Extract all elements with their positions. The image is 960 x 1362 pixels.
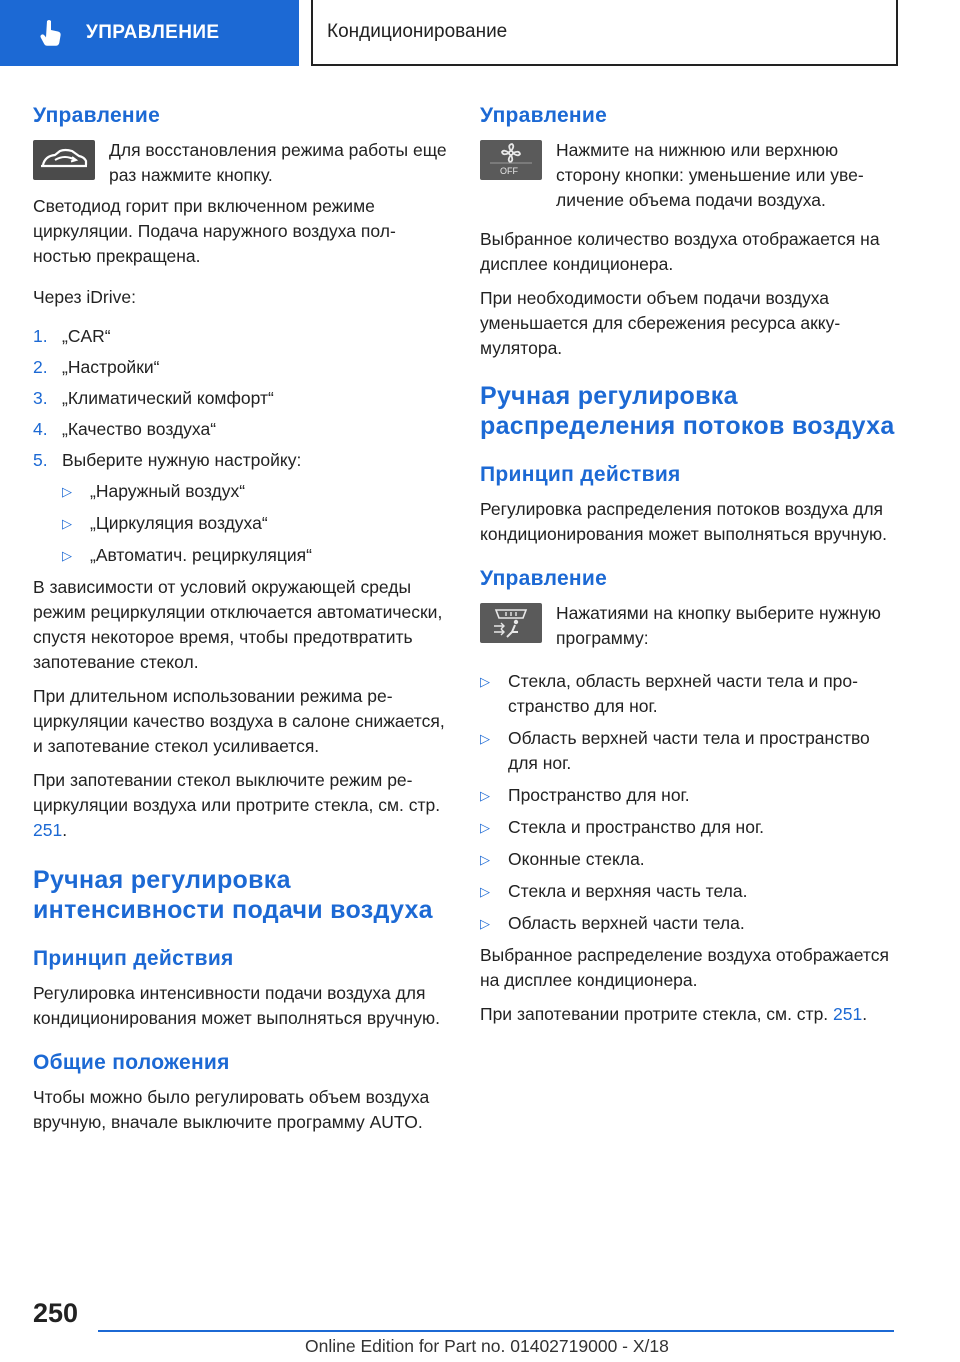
option-text: „Циркуляция воздуха“ xyxy=(90,513,268,533)
distribution-instruction: Нажатиями на кнопку выберите нужную программу: xyxy=(556,603,881,648)
fan-button-row xyxy=(480,138,895,213)
step-number: 4. xyxy=(33,419,48,439)
paragraph: Регулировка интенсивности подачи воздуха для кондиционирования может выполняться вручную. xyxy=(33,983,440,1028)
program-text: Пространство для ног. xyxy=(508,785,690,805)
option-text: „Наружный воздух“ xyxy=(90,481,246,501)
list-item xyxy=(33,355,448,380)
triangle-bullet-icon: ▷ xyxy=(480,788,490,803)
paragraph: При запотевании стекол выключите режим рециркуляции воздуха или протрите стекла, см. стр. 251. xyxy=(33,770,441,840)
list-item xyxy=(33,324,448,349)
right-column xyxy=(480,104,895,1036)
paragraph: При длительном использовании режима рециркуляции качество воздуха в салоне снижается, и запотевание стекол усиливается. xyxy=(33,686,445,756)
chapter-title: Кондиционирование xyxy=(327,21,508,42)
step-number: 2. xyxy=(33,357,48,377)
list-item xyxy=(480,911,895,936)
option-text: „Автоматич. рециркуляция“ xyxy=(90,545,312,565)
page-reference-link[interactable]: 251 xyxy=(33,820,63,840)
heading-manual-distribution: Ручная регулировка распределения потоков воздуха xyxy=(480,382,895,440)
paragraph-text: При запотевании протрите стекла, см. стр. xyxy=(480,1004,829,1024)
setting-options xyxy=(33,479,448,568)
distribution-button-row xyxy=(480,601,895,651)
triangle-bullet-icon: ▷ xyxy=(480,884,490,899)
fan-off-label: OFF xyxy=(500,166,518,176)
triangle-bullet-icon: ▷ xyxy=(62,516,72,531)
step-text: „Настройки“ xyxy=(62,357,160,377)
heading-manual-intensity: Ручная регулировка интенсивности подачи воздуха xyxy=(33,866,433,924)
chapter-header xyxy=(311,0,898,66)
triangle-bullet-icon: ▷ xyxy=(480,674,490,689)
footer-divider xyxy=(98,1330,894,1332)
page-number: 250 xyxy=(33,1298,79,1328)
paragraph: Через iDrive: xyxy=(33,287,136,307)
triangle-bullet-icon: ▷ xyxy=(480,916,490,931)
idrive-steps xyxy=(33,324,448,473)
step-text: Выберите нужную настройку: xyxy=(62,450,302,470)
step-number: 1. xyxy=(33,326,48,346)
paragraph: Светодиод горит при включенном режиме циркуляции. Подача наружного воздуха полностью прекращена. xyxy=(33,196,396,266)
program-text: Стекла, область верхней части тела и пространство для ног. xyxy=(508,671,858,716)
list-item xyxy=(33,479,448,504)
program-text: Оконные стекла. xyxy=(508,849,645,869)
recirculation-button-row xyxy=(33,138,448,188)
section-title: УПРАВЛЕНИЕ xyxy=(86,22,220,43)
fan-speed-button-icon xyxy=(480,140,542,180)
heading-control: Управление xyxy=(33,104,161,127)
paragraph: Выбранное количество воздуха отображается на дисплее кондиционера. xyxy=(480,229,880,274)
list-item xyxy=(33,448,448,473)
heading-general: Общие положения xyxy=(33,1051,230,1074)
heading-principle: Принцип действия xyxy=(33,947,234,970)
step-text: „Качество воздуха“ xyxy=(62,419,217,439)
paragraph: При запотевании протрите стекла, см. стр. 251. xyxy=(480,1004,868,1024)
page-reference-link[interactable]: 251 xyxy=(833,1004,863,1024)
step-number: 3. xyxy=(33,388,48,408)
list-item xyxy=(480,726,895,776)
heading-principle: Принцип действия xyxy=(480,463,681,486)
hand-pointer-icon xyxy=(40,19,64,47)
recirculation-instruction: Для восстановления режима работы еще раз нажмите кнопку. xyxy=(109,140,447,185)
paragraph: При необходимости объем подачи воздуха уменьшается для сбережения ресурса аккумулятора. xyxy=(480,288,841,358)
air-distribution-button-icon xyxy=(480,603,542,643)
list-item xyxy=(480,847,895,872)
step-text: „CAR“ xyxy=(62,326,111,346)
triangle-bullet-icon: ▷ xyxy=(480,820,490,835)
list-item xyxy=(480,879,895,904)
triangle-bullet-icon: ▷ xyxy=(62,484,72,499)
program-text: Область верхней части тела. xyxy=(508,913,745,933)
list-item xyxy=(480,783,895,808)
paragraph: Регулировка распределения потоков воздуха для кондиционирования может выполняться вручную. xyxy=(480,499,887,544)
step-text: „Климатический комфорт“ xyxy=(62,388,274,408)
list-item xyxy=(480,669,895,719)
paragraph: Выбранное распределение воздуха отображается на дисплее кондиционера. xyxy=(480,945,889,990)
list-item xyxy=(33,417,448,442)
step-number: 5. xyxy=(33,450,48,470)
triangle-bullet-icon: ▷ xyxy=(480,731,490,746)
list-item xyxy=(480,815,895,840)
recirculation-button-icon xyxy=(33,140,95,180)
list-item xyxy=(33,543,448,568)
triangle-bullet-icon: ▷ xyxy=(62,548,72,563)
heading-control: Управление xyxy=(480,104,608,127)
section-tab xyxy=(0,0,299,66)
triangle-bullet-icon: ▷ xyxy=(480,852,490,867)
distribution-programs xyxy=(480,669,895,936)
left-column xyxy=(33,104,448,1144)
paragraph: Чтобы можно было регулировать объем воздуха вручную, вначале выключите программу AUTO. xyxy=(33,1087,430,1132)
paragraph: В зависимости от условий окружающей среды режим рециркуляции отключается автоматически, спустя некоторое время, чтобы предотвратить запотевание стекол. xyxy=(33,577,443,672)
heading-control: Управление xyxy=(480,567,608,590)
program-text: Область верхней части тела и пространство для ног. xyxy=(508,728,870,773)
list-item xyxy=(33,511,448,536)
edition-note: Online Edition for Part no. 01402719000 - X/18 xyxy=(305,1336,669,1356)
program-text: Стекла и верхняя часть тела. xyxy=(508,881,748,901)
program-text: Стекла и пространство для ног. xyxy=(508,817,765,837)
paragraph-text: При запотевании стекол выключите режим рециркуляции воздуха или протрите стекла, см. стр. xyxy=(33,770,441,815)
list-item xyxy=(33,386,448,411)
fan-instruction: Нажмите на нижнюю или верхнюю сторону кнопки: уменьшение или увеличение объема подачи воздуха. xyxy=(556,140,864,210)
